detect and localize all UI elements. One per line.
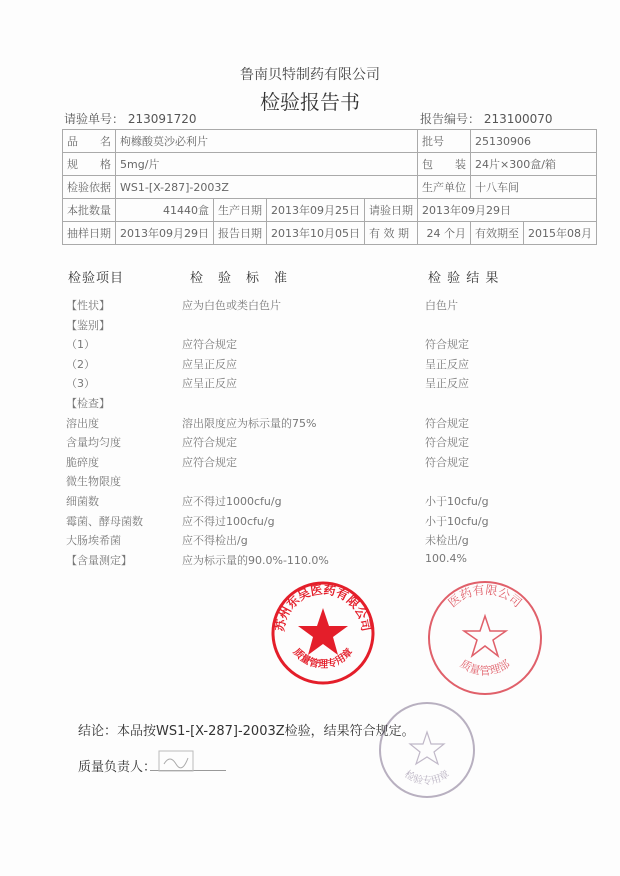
row-item: 【含量测定】 [66, 553, 132, 567]
row-item: 【检查】 [66, 397, 110, 410]
qty-label: 本批数量 [63, 199, 116, 222]
row-item: 含量均匀度 [66, 436, 121, 450]
maker-value: 十八车间 [471, 176, 597, 199]
result-row [0, 336, 620, 355]
row-result: 符合规定 [425, 338, 469, 352]
quality-stamp-pink [425, 578, 545, 698]
result-row [0, 297, 620, 316]
signer-label: 质量负责人： [78, 760, 157, 775]
result-row [0, 395, 620, 414]
svg-text:质量管理专用章 [291, 645, 356, 670]
result-row [0, 493, 620, 512]
row-result: 100.4% [425, 551, 467, 565]
req-date-value: 2013年09月29日 [418, 199, 597, 222]
report-title: 检验报告书 [260, 90, 360, 114]
result-row [0, 513, 620, 532]
star-icon [410, 732, 444, 764]
request-number [64, 110, 197, 127]
pack-label: 包 装 [418, 153, 471, 176]
row-item: 【鉴别】 [66, 318, 110, 332]
row-result: 呈正反应 [425, 377, 469, 391]
prod-date-value: 2013年09月25日 [267, 199, 365, 222]
row-standard: 应不得过100cfu/g [182, 514, 275, 528]
validity-label: 有 效 期 [365, 222, 418, 245]
result-row [0, 356, 620, 375]
req-date-label: 请验日期 [365, 199, 418, 222]
row-result: 白色片 [425, 299, 458, 312]
stamp-text: 苏州东吴医药有限公司 [272, 582, 374, 633]
row-standard: 溶出限度应为标示量的75% [182, 416, 317, 430]
row-standard: 应呈正反应 [182, 357, 237, 371]
result-row [0, 375, 620, 394]
row-result: 符合规定 [425, 416, 469, 430]
quality-stamp-red [270, 580, 376, 686]
signature-stamp [158, 750, 194, 772]
result-row [0, 532, 620, 551]
batch-value: 25130906 [471, 130, 597, 153]
star-icon [298, 608, 348, 655]
prod-date-label: 生产日期 [214, 199, 267, 222]
maker-label: 生产单位 [418, 176, 471, 199]
report-number-value: 213100070 [483, 112, 553, 126]
stamp-text: 质量管理部 [457, 657, 513, 678]
expiry-value: 2015年08月 [524, 222, 597, 245]
row-standard: 应不得检出/g [182, 534, 248, 548]
row-standard: 应符合规定 [182, 436, 237, 450]
header-item: 检验项目 [68, 271, 125, 286]
result-row [0, 434, 620, 453]
result-row [0, 473, 620, 492]
svg-text:质量管理部 [458, 656, 512, 677]
conclusion: 结论：本品按WS1-[X-287]-2003Z检验，结果符合规定。 [78, 724, 415, 739]
row-result: 小于10cfu/g [425, 495, 489, 508]
row-item: 溶出度 [66, 416, 99, 430]
product-value: 枸橼酸莫沙必利片 [116, 130, 418, 153]
star-icon [464, 616, 506, 656]
row-item: （2） [66, 357, 95, 371]
report-date-value: 2013年10月05日 [267, 222, 365, 245]
stamp-text: 检验专用章 [402, 768, 452, 787]
row-item: 细菌数 [66, 495, 99, 508]
inspection-stamp-gray [377, 700, 477, 800]
product-info-table [62, 129, 597, 245]
batch-label: 批号 [418, 130, 471, 153]
row-result: 符合规定 [425, 436, 469, 450]
basis-value: WS1-[X-287]-2003Z [116, 176, 418, 199]
row-item: （3） [66, 377, 95, 391]
qty-value: 41440盒 [116, 199, 214, 222]
row-standard: 应符合规定 [182, 338, 237, 352]
result-row [0, 317, 620, 336]
row-item: 大肠埃希菌 [66, 534, 121, 548]
request-number-value: 213091720 [127, 112, 197, 126]
expiry-label: 有效期至 [471, 222, 524, 245]
result-row [0, 454, 620, 473]
row-result: 呈正反应 [425, 357, 469, 371]
report-date-label: 报告日期 [214, 222, 267, 245]
sample-date-label: 抽样日期 [63, 222, 116, 245]
row-item: 微生物限度 [66, 475, 121, 489]
pack-value: 24片×300盒/箱 [471, 153, 597, 176]
row-item: 脆碎度 [66, 455, 99, 469]
spec-value: 5mg/片 [116, 153, 418, 176]
row-standard: 应不得过1000cfu/g [182, 495, 282, 508]
row-standard: 应符合规定 [182, 455, 237, 469]
validity-value: 24 个月 [418, 222, 471, 245]
header-standard: 检 验 标 准 [190, 271, 289, 286]
stamp-text: 质量管理专用章 [290, 646, 356, 671]
row-standard: 应呈正反应 [182, 377, 237, 391]
report-number [420, 110, 553, 127]
row-item: （1） [66, 338, 95, 352]
basis-label: 检验依据 [63, 176, 116, 199]
report-number-label: 报告编号： [420, 112, 481, 126]
svg-text:检验专用章 [402, 767, 451, 787]
request-number-label: 请验单号： [64, 112, 125, 126]
row-standard: 应为白色或类白色片 [182, 299, 281, 312]
row-result: 符合规定 [425, 455, 469, 469]
row-item: 霉菌、酵母菌数 [66, 514, 143, 528]
sample-date-value: 2013年09月29日 [116, 222, 214, 245]
stamp-text: 医药有限公司 [445, 582, 525, 611]
row-result: 未检出/g [425, 534, 469, 548]
svg-text:医药有限公司 [446, 583, 525, 610]
header-result: 检 验 结 果 [428, 271, 500, 286]
company-name: 鲁南贝特制药有限公司 [240, 67, 380, 83]
spec-label: 规 格 [63, 153, 116, 176]
result-row [0, 415, 620, 434]
row-standard: 应为标示量的90.0%-110.0% [182, 553, 329, 567]
result-row [0, 552, 620, 571]
row-result: 小于10cfu/g [425, 514, 489, 528]
row-item: 【性状】 [66, 299, 110, 312]
product-label: 品 名 [63, 130, 116, 153]
